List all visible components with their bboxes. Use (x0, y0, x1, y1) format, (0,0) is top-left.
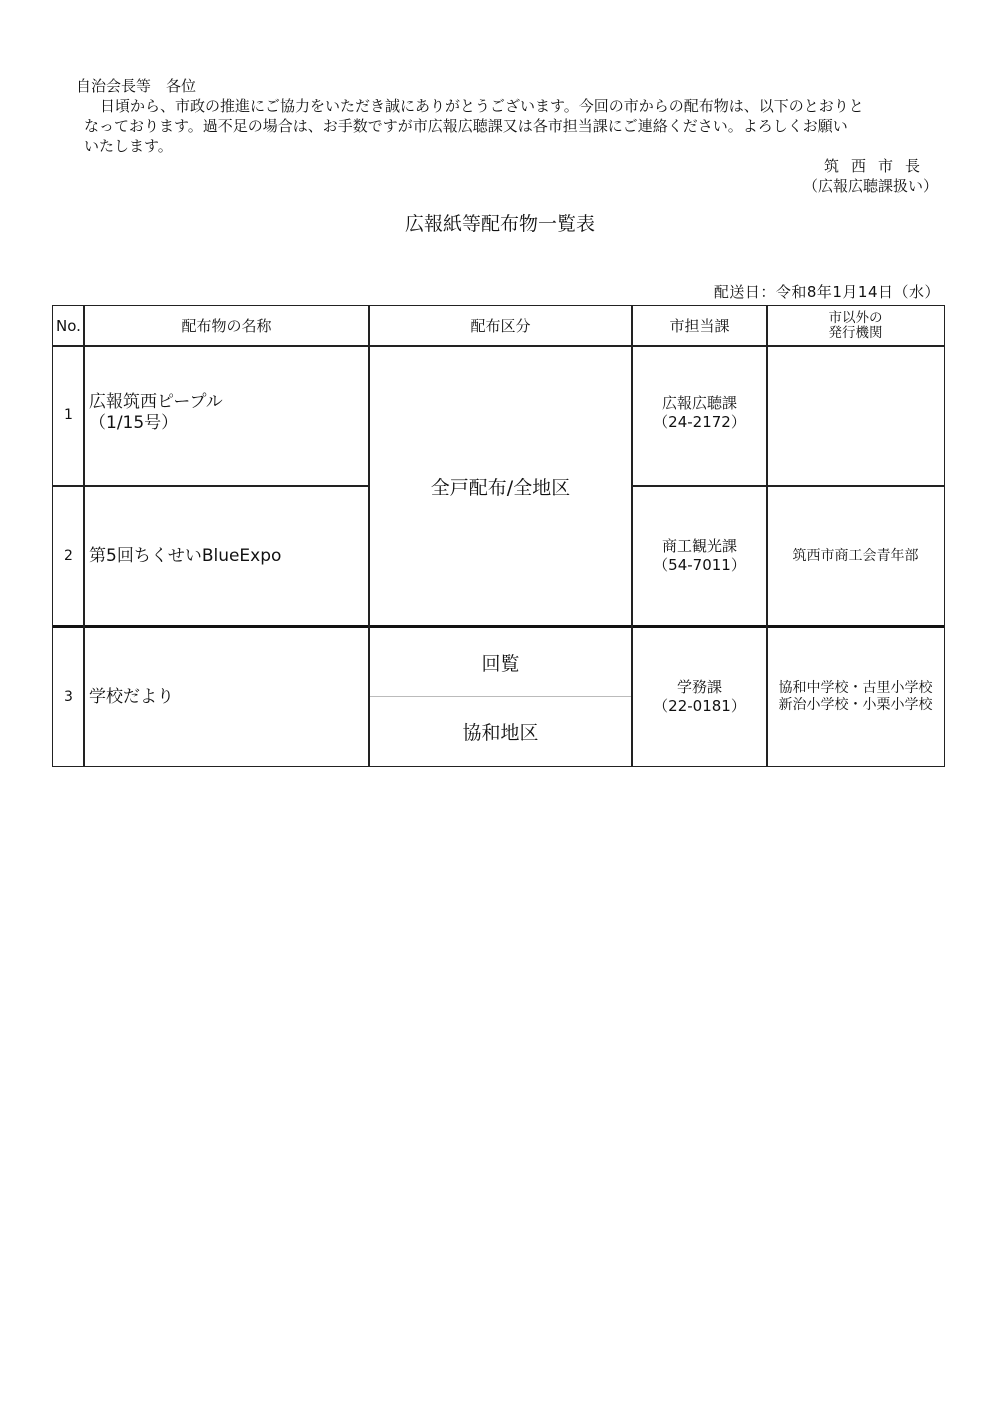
distribution-table (52, 305, 945, 767)
row3-issuer-line1: 協和中学校・古里小学校 (778, 680, 933, 696)
greeting-line-3: いたします。 (84, 137, 173, 155)
row2-department (632, 486, 767, 626)
row1-name-line1: 広報筑西ピープル (89, 392, 223, 412)
header-no: No. (56, 316, 81, 335)
row1-name-line2: （1/15号） (89, 413, 179, 433)
header-issuer (767, 306, 944, 346)
row3-issuer-line2: 新治小学校・小栗小学校 (778, 697, 933, 713)
row2-issuer: 筑西市商工会青年部 (792, 547, 919, 564)
addressee: 自治会長等 各位 (76, 77, 197, 95)
row1-no: 1 (64, 407, 73, 423)
handler-note: （広報広聴課扱い） (802, 177, 938, 195)
row3-no: 3 (64, 689, 73, 705)
send-date: 配送日：令和8年1月14日（水） (713, 283, 940, 301)
row1-department (632, 346, 767, 486)
row3-department (632, 628, 767, 766)
row3-distribution-method: 回覧 (481, 652, 520, 675)
row3-name: 学校だより (89, 686, 174, 707)
header-department: 市担当課 (669, 316, 730, 335)
row2-department-phone: （54-7011） (653, 556, 746, 574)
signature-block (803, 156, 938, 196)
greeting-line-1: 日頃から、市政の推進にご協力をいただき誠にありがとうございます。今回の市からの配布物は、以下のとおりと (100, 97, 864, 115)
greeting-paragraph (76, 96, 946, 156)
rows-1-2-distribution: 全戸配布/全地区 (430, 476, 571, 499)
row2-department-name: 商工観光課 (661, 537, 737, 555)
row2-no: 2 (64, 548, 73, 564)
header-issuer-line1: 市以外の (828, 310, 883, 326)
row3-department-name: 学務課 (676, 678, 722, 696)
row1-department-name: 広報広聴課 (661, 394, 737, 412)
row1-issuer (767, 346, 944, 486)
header-issuer-line2: 発行機関 (828, 325, 883, 341)
greeting-line-2: なっております。過不足の場合は、お手数ですが市広報広聴課又は各市担当課にご連絡ください。よろしくお願い (84, 117, 848, 135)
header-name: 配布物の名称 (181, 316, 272, 335)
row3-issuer (767, 628, 944, 766)
row1-name (84, 346, 369, 486)
row1-department-phone: （24-2172） (653, 413, 746, 431)
row3-department-phone: （22-0181） (653, 697, 746, 715)
row2-name: 第5回ちくせいBlueExpo (89, 545, 282, 566)
document-title: 広報紙等配布物一覧表 (404, 213, 595, 235)
row3-distribution-area: 協和地区 (462, 722, 539, 744)
sender-name: 筑西市長 (823, 157, 932, 175)
header-distribution: 配布区分 (470, 316, 531, 335)
